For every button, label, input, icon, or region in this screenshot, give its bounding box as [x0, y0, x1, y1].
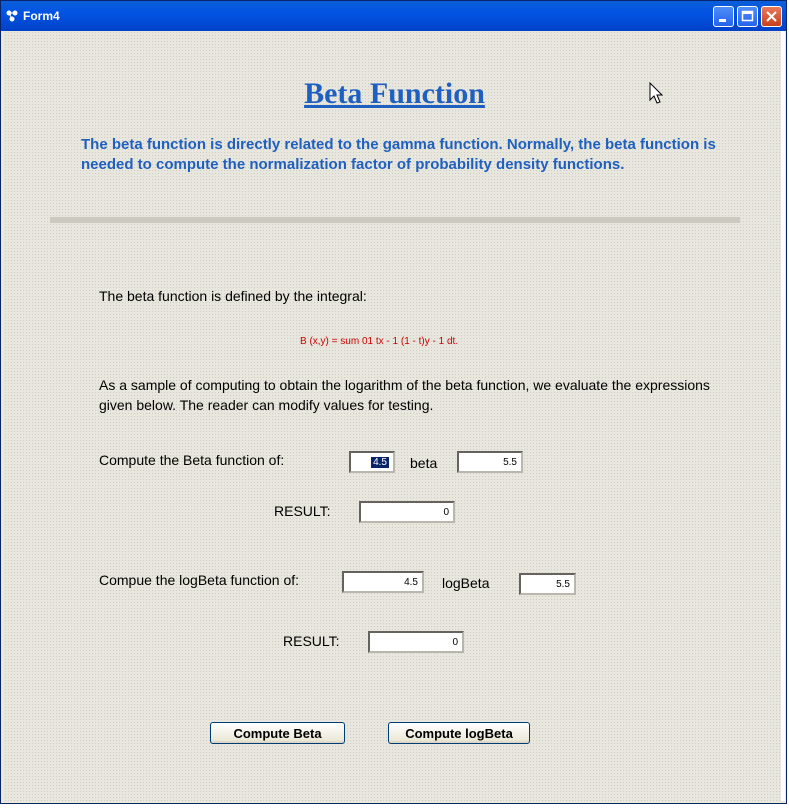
beta-result-label: RESULT:: [274, 503, 331, 519]
compute-beta-button[interactable]: Compute Beta: [210, 722, 345, 744]
maximize-icon: [738, 7, 757, 26]
logbeta-result-field[interactable]: 0: [368, 631, 464, 653]
close-button[interactable]: [761, 6, 782, 27]
mouse-pointer-icon: [649, 82, 665, 106]
minimize-icon: [714, 7, 733, 26]
minimize-button[interactable]: [713, 6, 734, 27]
right-edge-strip: [781, 31, 785, 801]
beta-x-input[interactable]: [349, 451, 395, 473]
logbeta-y-input[interactable]: 5.5: [519, 573, 576, 595]
beta-separator-label: beta: [410, 455, 438, 471]
definition-label: The beta function is defined by the integral:: [99, 288, 367, 304]
compute-logbeta-button[interactable]: Compute logBeta: [388, 722, 530, 744]
app-icon: [5, 9, 19, 23]
beta-label: Compute the Beta function of:: [99, 452, 285, 468]
window-title: Form4: [23, 9, 60, 23]
logbeta-separator-label: logBeta: [442, 575, 490, 591]
logbeta-x-input[interactable]: 4.5: [342, 571, 424, 593]
logbeta-label: Compue the logBeta function of:: [99, 572, 300, 588]
page-title: Beta Function: [304, 77, 485, 110]
beta-x-value: 4.5: [373, 457, 387, 468]
form-client-area: [4, 31, 785, 801]
maximize-button[interactable]: [737, 6, 758, 27]
formula-text: B (x,y) = sum 01 tx - 1 (1 - t)y - 1 dt.: [300, 336, 459, 347]
close-icon: [762, 7, 781, 26]
logbeta-result-label: RESULT:: [283, 633, 340, 649]
intro-text: The beta function is directly related to the gamma function. Normally, the beta function is needed to compute the normalization factor of probability density functions.: [81, 136, 716, 173]
beta-y-input[interactable]: 5.5: [457, 451, 523, 473]
title-bar[interactable]: [1, 1, 786, 31]
beta-result-field[interactable]: 0: [359, 501, 455, 523]
separator-bar: [50, 217, 740, 223]
sample-text: As a sample of computing to obtain the logarithm of the beta function, we evaluate the expressions given below. The reader can modify values for testing.: [99, 377, 710, 413]
